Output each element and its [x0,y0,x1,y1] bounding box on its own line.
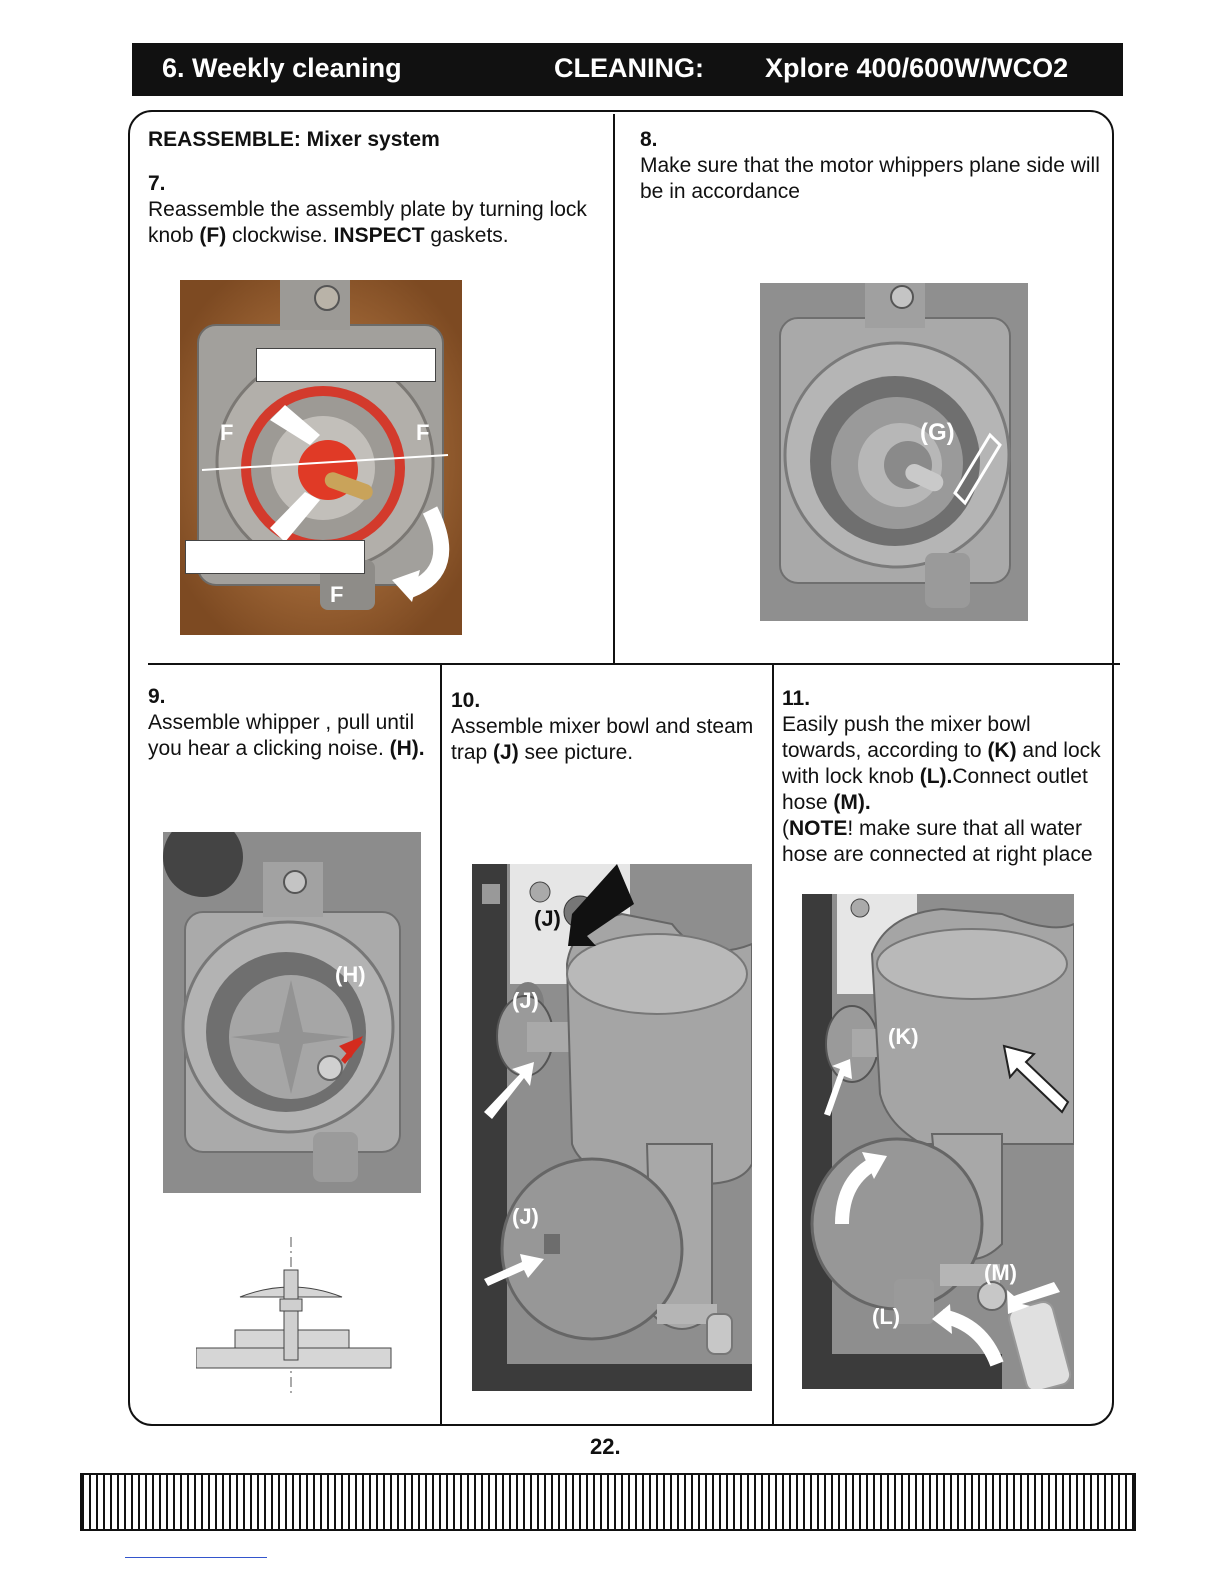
footer-barcode-strip [80,1473,1136,1531]
divider-bottom-left [440,664,442,1425]
step11-number: 11. [782,687,811,710]
step10-block [451,688,771,766]
step11-label-k: (K) [888,1024,919,1049]
step11-note: (NOTE! make sure that all water hose are connected at right place [782,817,1093,866]
section-title: 6. Weekly cleaning [162,53,402,83]
step7-label-f-right: F [416,420,430,445]
step7-photo [180,280,462,635]
step7-label-f-bottom: F [330,582,344,607]
step11-block [782,686,1114,868]
step9-text: Assemble whipper , pull until you hear a clicking noise. (H). [148,711,425,760]
divider-middle [148,663,1120,665]
header-bar [132,43,1123,96]
step7-text: Reassemble the assembly plate by turning lock knob (F) clockwise. INSPECT gaskets. [148,198,587,247]
step10-number: 10. [451,689,481,712]
step11-label-l: (L) [872,1304,901,1329]
whipper-diagram [196,1237,392,1397]
step11-label-m: (M) [984,1260,1017,1285]
step8-photo [760,283,1028,621]
step9-number: 9. [148,685,166,708]
step11-text: Easily push the mixer bowl towards, according to (K) and lock with lock knob (L).Connect outlet hose (M). [782,713,1101,814]
step7-number: 7. [148,172,166,195]
step8-label-g: (G) [920,419,955,446]
step9-label-h: (H) [335,962,366,987]
step8-number: 8. [640,128,658,151]
step7-label-box-bottom [185,540,365,574]
step7-block [148,127,598,249]
step8-text: Make sure that the motor whippers plane side will be in accordance [640,154,1100,203]
step9-block [148,684,438,762]
step8-block [640,127,1100,205]
step10-label-j-middle: (J) [512,988,539,1013]
step9-photo [163,832,421,1193]
divider-bottom-right [772,664,774,1424]
step11-photo [802,894,1074,1389]
category-title: CLEANING: [554,53,704,83]
step7-heading: REASSEMBLE: Mixer system [148,128,440,151]
model-title: Xplore 400/600W/WCO2 [765,53,1069,83]
divider-top [613,114,615,665]
footer-link-underline [125,1557,267,1558]
step7-label-f-left: F [220,420,234,445]
step10-photo [472,864,752,1391]
step10-text: Assemble mixer bowl and steam trap (J) see picture. [451,715,754,764]
step7-label-box-top [256,348,436,382]
step10-label-j-bottom: (J) [512,1204,539,1229]
step10-label-j-top: (J) [534,906,561,931]
page-number: 22. [590,1434,621,1459]
